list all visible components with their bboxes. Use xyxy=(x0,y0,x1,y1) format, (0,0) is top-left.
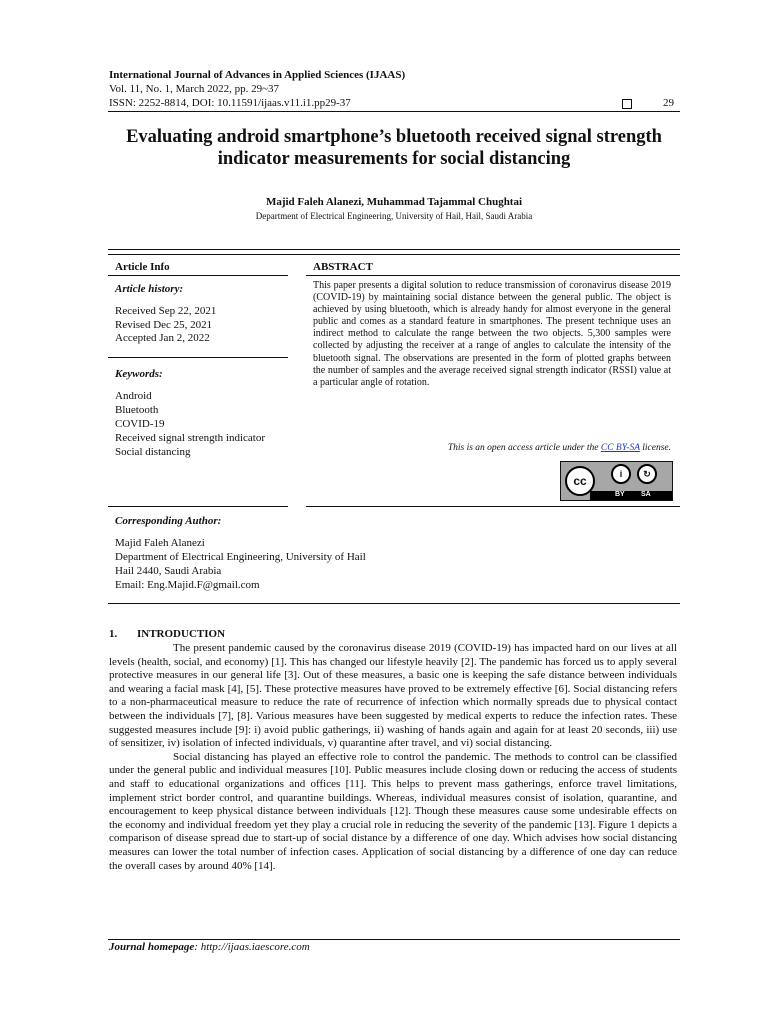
header-rule xyxy=(108,111,680,112)
author-department: Department of Electrical Engineering, University of Hail xyxy=(115,551,366,563)
paragraph: The present pandemic caused by the coronavirus disease 2019 (COVID-19) has impacted hard on our lives at all levels (health, social, and economy) [1]. This has changed our lifestyle heavily [2]. The pandemic has forced us to apply several protective measures in our general life [3]. Out of these measures, a basic one is keeping the safe distance between individuals and wearing a facial mask [4], [5]. These protective measures have proved to be extremely effective [6]. Social distancing refers to a non-pharmaceutical measure to reduce the rate of recurrence of infection which normally spreads due to physical contact between the individuals [7], [8]. Various measures have been suggested by medical experts to reduce the infection rates. These suggested measures include [9]: i) avoid public gatherings, ii) washing of hands again and again for at least 20 seconds, iii) use of sensitizer, iv) isolation of infected individuals, v) quarantine after travel, and vi) social distancing. xyxy=(109,642,677,750)
accepted-date: Accepted Jan 2, 2022 xyxy=(115,332,210,344)
divider xyxy=(108,275,288,276)
issn-doi: ISSN: 2252-8814, DOI: 10.11591/ijaas.v11.i1.pp29-37 xyxy=(109,97,351,109)
divider xyxy=(306,275,680,276)
abstract-heading: ABSTRACT xyxy=(313,261,373,273)
volume-info: Vol. 11, No. 1, March 2022, pp. 29~37 xyxy=(109,83,280,95)
section-title: INTRODUCTION xyxy=(137,628,226,640)
author-email[interactable]: Email: Eng.Majid.F@gmail.com xyxy=(115,579,260,591)
cc-by-sa-link[interactable]: CC BY-SA xyxy=(600,443,640,453)
introduction-body xyxy=(109,642,677,873)
sa-label: SA xyxy=(641,491,651,498)
divider xyxy=(306,506,680,507)
attribution-icon: i xyxy=(611,464,631,484)
keywords-list xyxy=(115,389,285,459)
homepage-link[interactable]: http://ijaas.iaescore.com xyxy=(200,941,310,953)
history-heading: Article history: xyxy=(115,283,184,295)
corresponding-author xyxy=(115,536,366,592)
footer-label: Journal homepage xyxy=(109,941,195,953)
divider xyxy=(108,603,680,604)
keyword: COVID-19 xyxy=(115,418,165,430)
corresponding-heading: Corresponding Author: xyxy=(115,515,222,527)
authors: Majid Faleh Alanezi, Muhammad Tajammal Chughtai xyxy=(265,196,523,208)
footer-rule xyxy=(108,939,680,940)
double-rule xyxy=(108,249,680,255)
author-name: Majid Faleh Alanezi xyxy=(115,537,205,549)
cc-icon: cc xyxy=(565,466,595,496)
cc-by-sa-badge[interactable] xyxy=(560,461,673,501)
keyword: Android xyxy=(115,390,152,402)
share-alike-icon: ↻ xyxy=(637,464,657,484)
abstract-text: This paper presents a digital solution to reduce transmission of coronavirus disease 2019 (COVID-19) by maintaining social distance between the general public. The object is achieved by using bluetooth, which is already handy for almost everyone in the general public and comes as a standard feature in smartphones. The present technique uses an indirect method to calculate the range between the two objects. 5,300 samples were collected by adjusting the receiver at a range of angles to calculate the intensity of the bluetooth signal. The observations are presented in the form of plotted graphs between the number of samples and the average received signal strength indicator (RSSI) value at a particular angle of rotation. xyxy=(313,280,671,388)
section-number: 1. xyxy=(109,628,118,640)
received-date: Received Sep 22, 2021 xyxy=(115,305,217,317)
affiliation: Department of Electrical Engineering, University of Hail, Hail, Saudi Arabia xyxy=(255,211,533,221)
article-history xyxy=(115,305,216,346)
keyword: Received signal strength indicator xyxy=(115,432,265,444)
article-info-heading: Article Info xyxy=(115,261,170,273)
page-number: 29 xyxy=(663,97,674,109)
keywords-heading: Keywords: xyxy=(115,368,163,380)
paragraph: Social distancing has played an effective role to control the pandemic. The methods to control can be classified under the general public and individual measures [10]. Public measures include closing down or reducing the access of students and staff to educational organizations and offices [11]. This helps to prevent mass gatherings, enforce travel limitations, implement strict border control, and quarantine buildings. Whereas, individual measures consist of isolation, quarantine, and encouragement to keep physical distance between individuals [12]. Though these measures cause some undesirable effects on the economy and individual freedom yet they play a crucial role in reducing the severity of the pandemic [13]. Figure 1 depicts a comparison of disease spread due to start-up of social distance by a difference of one day. Which advises how social distancing measures can lower the total number of infection cases. Application of social distancing by a difference of one day can reduce the overall cases by around 40% [14]. xyxy=(109,750,677,872)
square-bullet-icon xyxy=(622,99,632,109)
license-prefix: This is an open access article under the xyxy=(447,443,599,453)
paper-title: Evaluating android smartphone’s bluetooth received signal strength indicator measurements for social distancing xyxy=(126,127,662,169)
journal-name: International Journal of Advances in Applied Sciences (IJAAS) xyxy=(109,69,406,81)
revised-date: Revised Dec 25, 2021 xyxy=(115,318,213,331)
divider xyxy=(108,506,288,507)
license-suffix: license. xyxy=(642,443,671,453)
badge-strip xyxy=(590,491,672,500)
divider xyxy=(108,357,288,358)
keyword: Bluetooth xyxy=(115,404,159,416)
author-address: Hail 2440, Saudi Arabia xyxy=(115,565,222,577)
section-heading xyxy=(109,628,225,640)
by-label: BY xyxy=(615,491,625,498)
license-line xyxy=(313,443,671,453)
footer: Journal homepage: http://ijaas.iaescore.com xyxy=(109,941,310,953)
keyword: Social distancing xyxy=(115,446,191,458)
